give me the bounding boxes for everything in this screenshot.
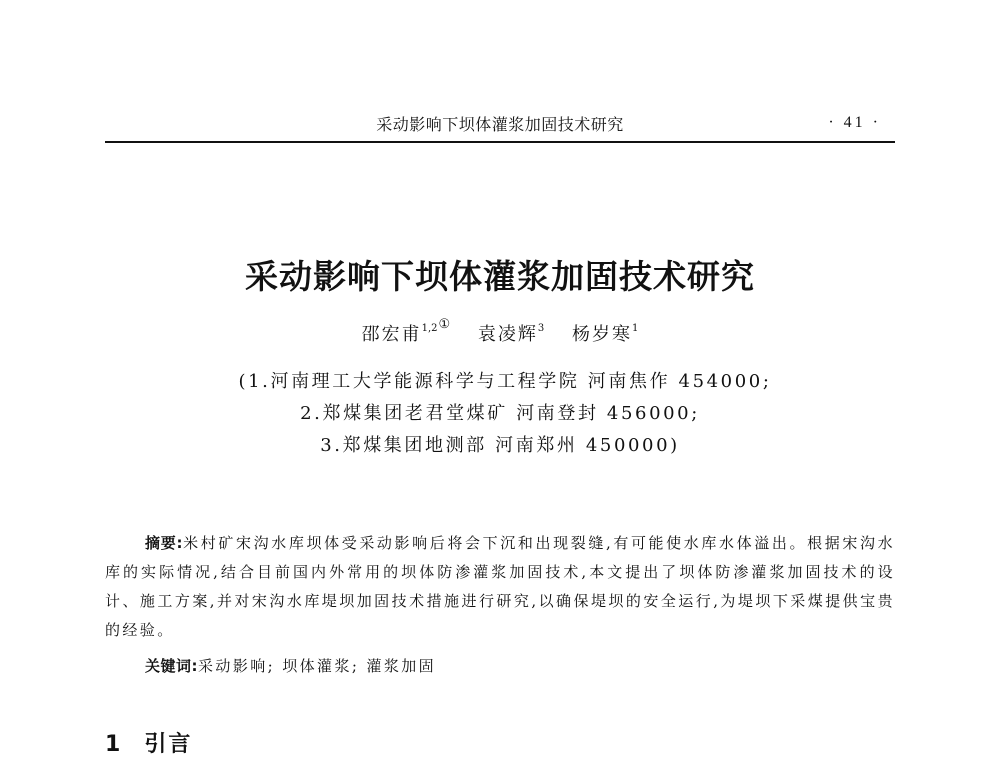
abstract-text: 米村矿宋沟水库坝体受采动影响后将会下沉和出现裂缝,有可能使水库水体溢出。根据宋沟水库的实际情况,结合目前国内外常用的坝体防渗灌浆加固技术,本文提出了坝体防渗灌浆加固技术的设计、施工方案,并对宋沟水库堤坝加固技术措施进行研究,以确保堤坝的安全运行,为堤坝下采煤提供宝贵的经验。 [105, 534, 895, 639]
author-3 [572, 320, 638, 346]
section-number: 1 [105, 732, 123, 757]
paper-title: 采动影响下坝体灌浆加固技术研究 [245, 257, 755, 296]
header-rule [105, 141, 895, 143]
author-name: 邵宏甫 [361, 324, 422, 345]
author-affiliation-marker: 1,2 [421, 323, 438, 334]
page-number: · 41 · [828, 114, 881, 131]
affiliation-1: (1.河南理工大学能源科学与工程学院 河南焦作 454000; [238, 371, 772, 392]
affiliation-2: 2.郑煤集团老君堂煤矿 河南登封 456000; [300, 403, 700, 424]
keywords-label: 关键词 [145, 657, 192, 675]
keywords-separator: : [191, 657, 199, 675]
affiliation-list [0, 366, 1000, 462]
author-1 [362, 317, 451, 346]
abstract-label: 摘要 [145, 534, 177, 552]
author-affiliation-marker: 3 [537, 323, 545, 334]
section-heading [105, 727, 192, 758]
author-list [0, 317, 1000, 346]
affiliation-3: 3.郑煤集团地测部 河南郑州 450000) [320, 435, 680, 456]
abstract-separator: : [176, 534, 183, 552]
section-title: 引言 [144, 732, 193, 757]
footnote-marker: ① [438, 317, 451, 332]
abstract [105, 529, 895, 645]
running-head-title: 采动影响下坝体灌浆加固技术研究 [376, 115, 624, 134]
author-name: 杨岁寒 [572, 324, 633, 345]
author-affiliation-marker: 1 [632, 323, 639, 334]
keywords-text: 采动影响; 坝体灌浆; 灌浆加固 [198, 657, 437, 675]
author-2 [478, 320, 544, 346]
author-name: 袁凌辉 [477, 324, 538, 345]
running-head [105, 108, 895, 140]
keywords [145, 655, 436, 676]
